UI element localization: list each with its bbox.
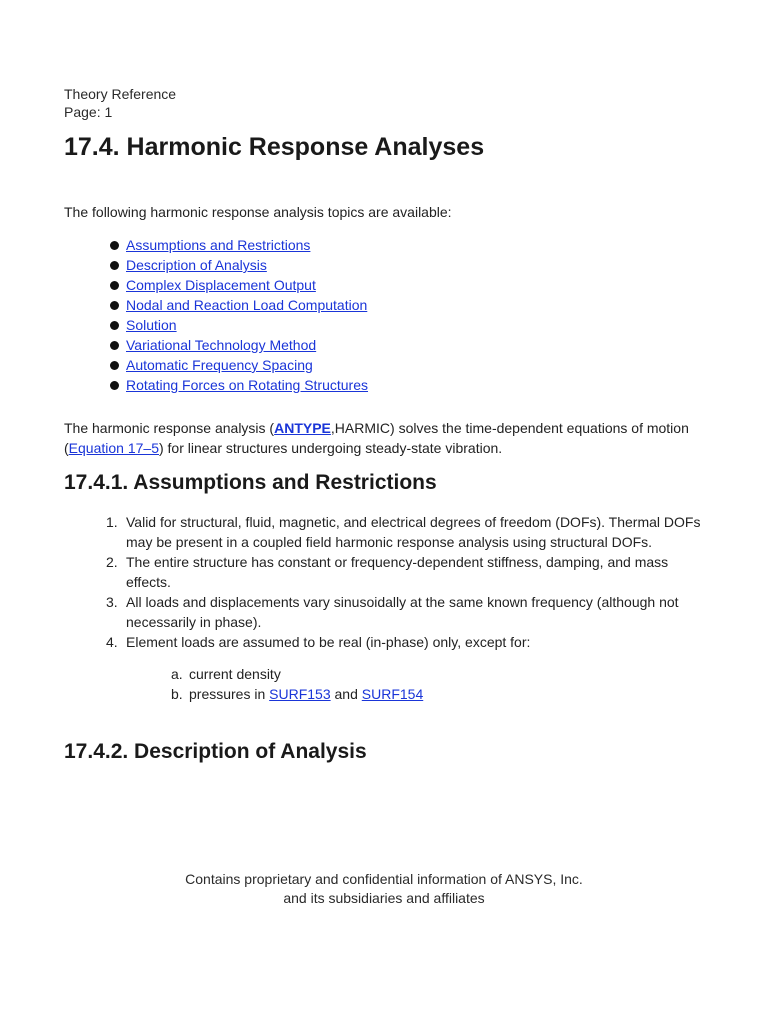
intro-text: The following harmonic response analysis topics are available: [64,204,452,220]
list-item-text: The entire structure has constant or frequency-dependent stiffness, damping, and mass effects. [126,554,669,590]
section-heading-description: 17.4.2. Description of Analysis [64,740,367,763]
topic-link-frequency-spacing[interactable]: Automatic Frequency Spacing [126,357,313,373]
paragraph-text: The harmonic response analysis ( [64,420,275,436]
list-item [110,335,704,355]
list-number: 3. [106,594,118,610]
list-item-text: pressures in [189,686,270,702]
confidentiality-footer [0,870,768,908]
bullet-icon [110,261,119,270]
bullet-icon [110,361,119,370]
list-item [110,255,704,275]
list-item-text: All loads and displacements vary sinusoidally at the same known frequency (although not necessarily in phase). [126,594,679,630]
list-number: 2. [106,554,118,570]
list-item [64,664,704,684]
list-item [110,315,704,335]
topic-link-solution[interactable]: Solution [126,317,177,333]
topic-link-assumptions[interactable]: Assumptions and Restrictions [126,237,311,253]
assumptions-list [64,512,704,652]
bullet-icon [110,381,119,390]
page-heading: 17.4. Harmonic Response Analyses [64,133,485,161]
harmonic-description-paragraph [64,418,694,458]
list-letter: a. [171,666,183,682]
list-item [64,512,706,552]
document-page [64,85,704,766]
topic-list [64,235,704,395]
bullet-icon [110,241,119,250]
list-item [110,375,704,395]
list-item [64,552,706,592]
list-number: 1. [106,514,118,530]
element-loads-sublist [64,664,704,704]
list-item-text: and [330,686,362,702]
list-item-text: current density [189,666,281,682]
doc-title: Theory Reference [64,86,177,102]
section-heading-assumptions: 17.4.1. Assumptions and Restrictions [64,471,437,494]
footer-line: Contains proprietary and confidential information of ANSYS, Inc. [185,871,583,887]
bullet-icon [110,281,119,290]
list-item [64,632,706,652]
list-item [64,684,704,704]
list-item [110,295,704,315]
topic-link-variational[interactable]: Variational Technology Method [126,337,317,353]
antype-link[interactable]: ANTYPE [274,420,331,436]
bullet-icon [110,341,119,350]
surf154-link[interactable]: SURF154 [361,686,424,702]
paragraph-text: ,HARMIC) solves the time-dependent equations of motion ( [64,420,689,456]
topic-link-description[interactable]: Description of Analysis [126,257,267,273]
list-letter: b. [171,686,183,702]
list-item [110,235,704,255]
bullet-icon [110,321,119,330]
page-number: Page: 1 [64,104,113,120]
footer-line: and its subsidiaries and affiliates [283,890,485,906]
topic-link-nodal-reaction[interactable]: Nodal and Reaction Load Computation [126,297,368,313]
topic-link-rotating-forces[interactable]: Rotating Forces on Rotating Structures [126,377,369,393]
equation-link[interactable]: Equation 17–5 [68,440,159,456]
surf153-link[interactable]: SURF153 [269,686,331,702]
list-number: 4. [106,634,118,650]
list-item [110,275,704,295]
paragraph-text: ) for linear structures undergoing steady-state vibration. [158,440,503,456]
list-item [110,355,704,375]
list-item [64,592,706,632]
bullet-icon [110,301,119,310]
list-item-text: Element loads are assumed to be real (in-phase) only, except for: [126,634,531,650]
list-item-text: Valid for structural, fluid, magnetic, and electrical degrees of freedom (DOFs). Thermal DOFs may be present in a coupled field harmonic response analysis using structural DOFs. [126,514,701,550]
topic-link-complex-displacement[interactable]: Complex Displacement Output [126,277,316,293]
